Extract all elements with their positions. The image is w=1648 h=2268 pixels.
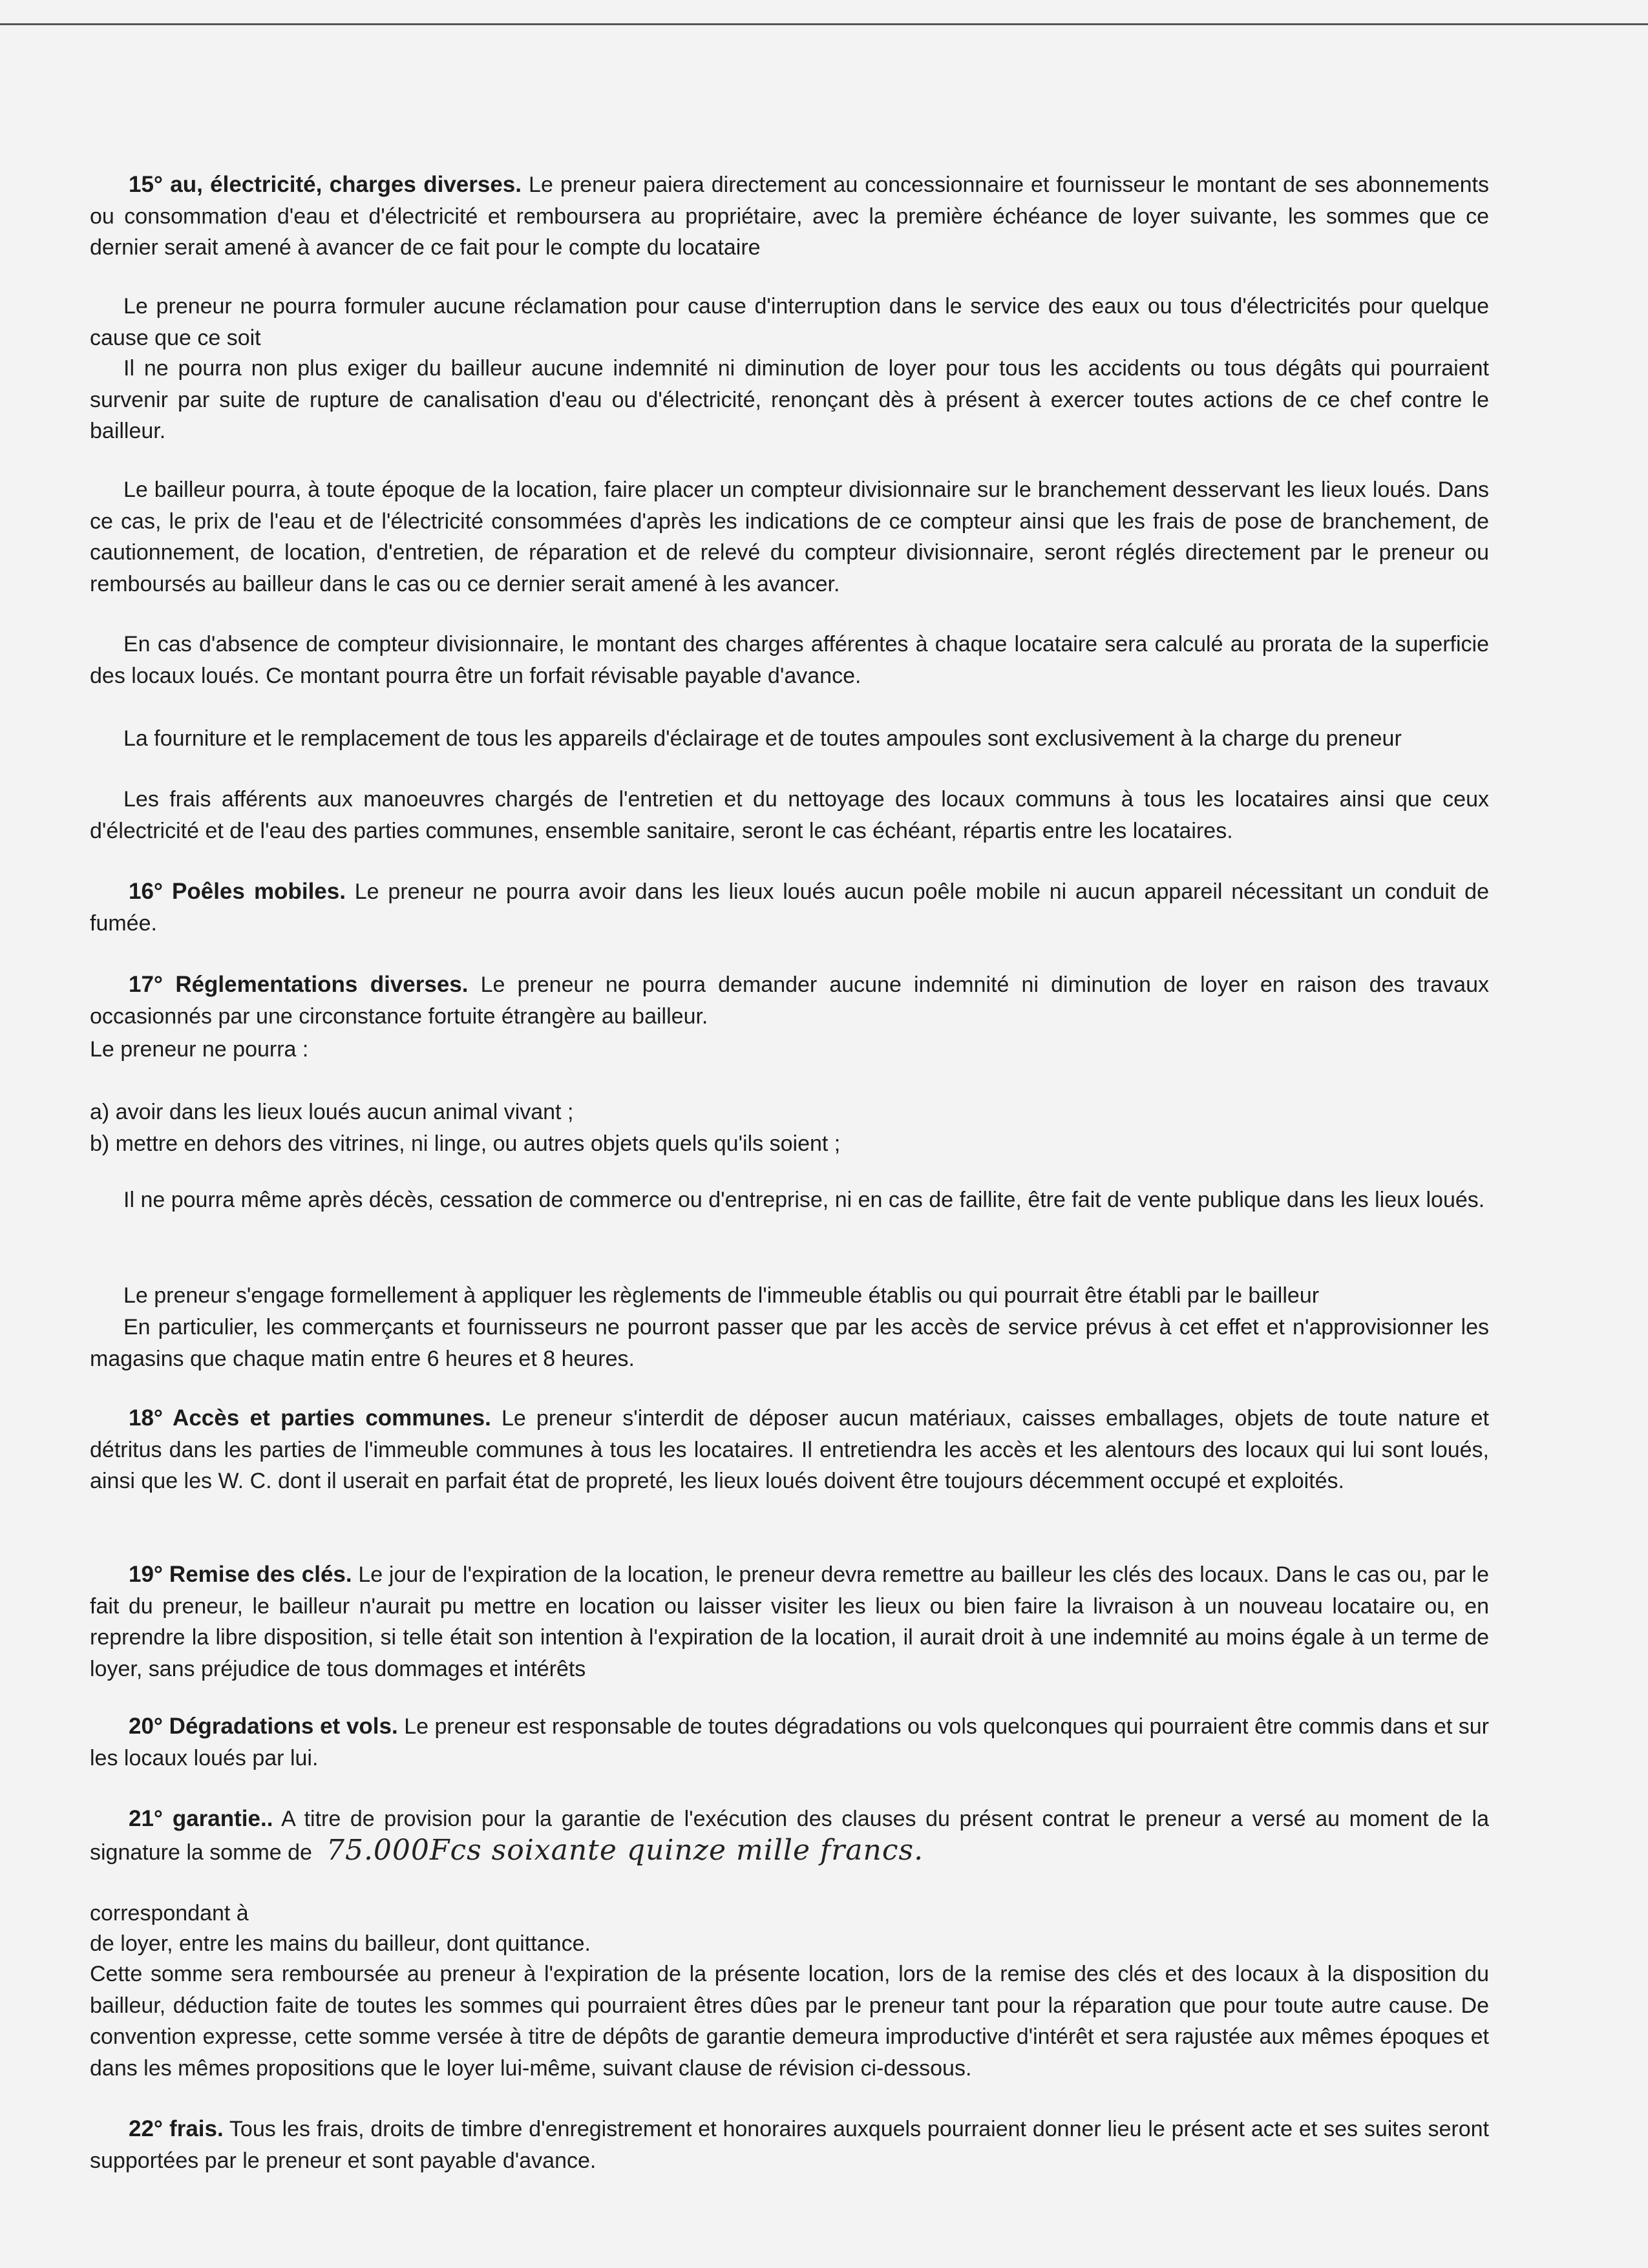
article-heading: 15° au, électricité, charges diverses.	[129, 172, 522, 197]
article-heading: 20° Dégradations et vols.	[129, 1714, 398, 1739]
article-18	[90, 1403, 1489, 1497]
article-15	[90, 169, 1489, 264]
list-item: b) mettre en dehors des vitrines, ni linge, ou autres objets quels qu'ils soient ;	[90, 1131, 841, 1156]
paragraph: Le preneur ne pourra :	[90, 1037, 309, 1062]
paragraph: Le bailleur pourra, à toute époque de la location, faire placer un compteur divisionnaire sur le branchement desservant les lieux loués. Dans ce cas, le prix de l'eau et de l'électricité consommées d'après les indications de ce compteur ainsi que les frais de pose de branchement, de cautionnement, de location, d'entretien, de réparation et de relevé du compteur divisionnaire, seront réglés directement par le preneur ou remboursés au bailleur dans le cas ou ce dernier serait amené à les avancer.	[90, 478, 1489, 596]
article-20	[90, 1711, 1489, 1774]
article-heading: 16° Poêles mobiles.	[129, 879, 346, 904]
paragraph: Le jour de l'expiration de la location, le preneur devra remettre au bailleur les clés des locaux. Dans le cas ou, par le fait du preneur, le bailleur n'aurait pu mettre en location ou laisser visiter les lieux ou bien faire la livraison à un nouveau locataire ou, en reprendre la libre disposition, si telle était son intention à l'expiration de la location, il aurait droit à une indemnité au moins égale à un terme de loyer, sans préjudice de tous dommages et intérêts	[90, 1562, 1489, 1681]
paragraph: En particulier, les commerçants et fournisseurs ne pourront passer que par les accès de service prévus à cet effet et n'approvisionner les magasins que chaque matin entre 6 heures et 8 heures.	[90, 1315, 1489, 1371]
paragraph: La fourniture et le remplacement de tous les appareils d'éclairage et de toutes ampoules sont exclusivement à la charge du preneur	[123, 726, 1402, 751]
article-21	[90, 1803, 1489, 1868]
paragraph: Les frais afférents aux manoeuvres chargés de l'entretien et du nettoyage des locaux communs à tous les locataires ainsi que ceux d'électricité et de l'eau des parties communes, ensemble sanitaire, seront le cas échéant, répartis entre les locataires.	[90, 787, 1489, 843]
article-heading: 22° frais.	[129, 2116, 224, 2141]
article-16	[90, 876, 1489, 939]
article-heading: 17° Réglementations diverses.	[129, 972, 469, 997]
article-heading: 21° garantie..	[129, 1806, 273, 1831]
paragraph: Le preneur s'interdit de déposer aucun matériaux, caisses emballages, objets de toute nature et détritus dans les parties de l'immeuble communes à tous les locataires. Il entretiendra les accès et les alentours des locaux qui lui sont loués, ainsi que les W. C. dont il userait en parfait état de propreté, les lieux loués doivent être toujours décemment occupé et exploités.	[90, 1406, 1489, 1493]
paragraph: En cas d'absence de compteur divisionnaire, le montant des charges afférentes à chaque locataire sera calculé au prorata de la superficie des locaux loués. Ce montant pourra être un forfait révisable payable d'avance.	[90, 632, 1489, 688]
handwritten-amount: 75.000Fcs soixante quinze mille francs.	[326, 1833, 924, 1867]
article-heading: 18° Accès et parties communes.	[129, 1405, 491, 1431]
paragraph: Le preneur ne pourra avoir dans les lieux loués aucun poêle mobile ni aucun appareil nécessitant un conduit de fumée.	[90, 879, 1489, 936]
paragraph: Il ne pourra même après décès, cessation de commerce ou d'entreprise, ni en cas de faillite, être fait de vente publique dans les lieux loués.	[123, 1188, 1485, 1212]
article-17	[90, 969, 1489, 1032]
paragraph: Cette somme sera remboursée au preneur à l'expiration de la présente location, lors de la remise des clés et des locaux à la disposition du bailleur, déduction faite de toutes les sommes qui pourraient êtres dûes par le preneur tant pour la réparation que pour toute autre cause. De convention expresse, cette somme versée à titre de dépôts de garantie demeura improductive d'intérêt et sera rajustée aux mêmes époques et dans les mêmes propositions que le loyer lui-même, suivant clause de révision ci-dessous.	[90, 1962, 1489, 2081]
paragraph: Le preneur ne pourra formuler aucune réclamation pour cause d'interruption dans le service des eaux ou tous d'électricités pour quelque cause que ce soit	[90, 294, 1489, 350]
paragraph: Le preneur s'engage formellement à appliquer les règlements de l'immeuble établis ou qui pourrait être établi par le bailleur	[123, 1283, 1320, 1308]
paragraph: A titre de provision pour la garantie de l'exécution des clauses du présent contrat le preneur a versé au moment de la signature la somme de	[90, 1807, 1489, 1865]
paragraph: Tous les frais, droits de timbre d'enregistrement et honoraires auxquels pourraient donner lieu le présent acte et ses suites seront supportées par le preneur et sont payable d'avance.	[90, 2117, 1489, 2173]
list-item: a) avoir dans les lieux loués aucun animal vivant ;	[90, 1100, 574, 1124]
page-top-edge	[0, 23, 1648, 25]
article-heading: 19° Remise des clés.	[129, 1562, 352, 1587]
paragraph: Le preneur est responsable de toutes dégradations ou vols quelconques qui pourraient être commis dans et sur les locaux loués par lui.	[90, 1714, 1489, 1770]
article-19	[90, 1559, 1489, 1685]
paragraph: Le preneur paiera directement au concessionnaire et fournisseur le montant de ses abonnements ou consommation d'eau et d'électricité et remboursera au propriétaire, avec la première échéance de loyer suivante, les sommes que ce dernier serait amené à avancer de ce fait pour le compte du locataire	[90, 173, 1489, 260]
paragraph: Il ne pourra non plus exiger du bailleur aucune indemnité ni diminution de loyer pour tous les accidents ou tous dégâts qui pourraient survenir par suite de rupture de canalisation d'eau ou d'électricité, renonçant dès à présent à exercer toutes actions de ce chef contre le bailleur.	[90, 356, 1489, 443]
paragraph: de loyer, entre les mains du bailleur, dont quittance.	[90, 1931, 591, 1956]
paragraph: correspondant à	[90, 1901, 249, 1926]
paragraph: Le preneur ne pourra demander aucune indemnité ni diminution de loyer en raison des travaux occasionnés par une circonstance fortuite étrangère au bailleur.	[90, 972, 1489, 1029]
article-22	[90, 2114, 1489, 2176]
